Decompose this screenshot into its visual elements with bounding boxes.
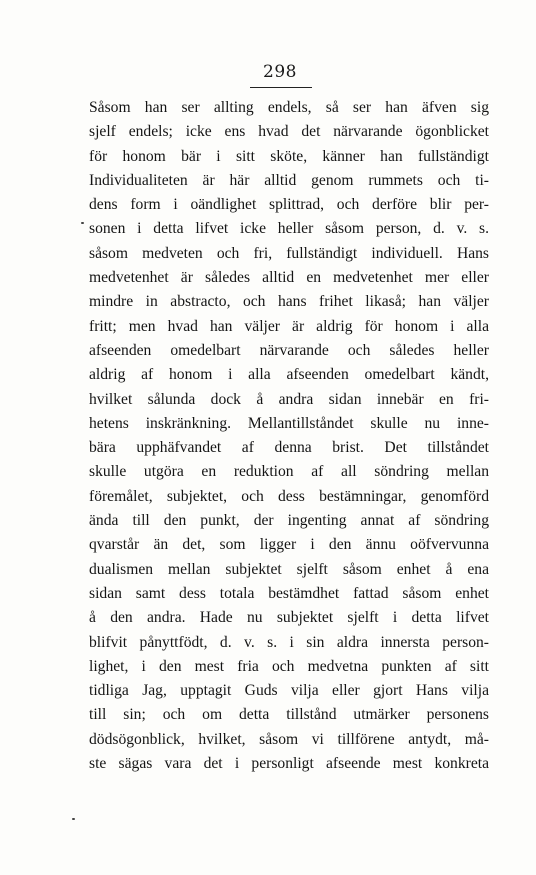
text-line: sidan samt dess totala bestämdhet fattad såsom enhet — [89, 584, 489, 602]
text-line: dödsögonblick, hvilket, såsom vi tillförene antydt, må- — [89, 730, 489, 748]
text-line: å den andra. Hade nu subjektet sjelft i detta lifvet — [89, 609, 489, 627]
text-line: sonen i detta lifvet icke heller såsom person, d. v. s. — [89, 220, 489, 238]
body-text — [89, 96, 489, 776]
text-line: fritt; men hvad han väljer är aldrig för honom i alla — [89, 317, 489, 335]
text-line: ända till den punkt, der ingenting annat af söndring — [89, 512, 489, 530]
page-number: 298 — [263, 62, 297, 82]
text-line: för honom bär i sitt sköte, känner han fullständigt — [89, 147, 489, 165]
text-line: såsom medveten och fri, fullständigt individuell. Hans — [89, 244, 489, 262]
text-line: hvilket sålunda dock å andra sidan innebär en fri- — [89, 390, 489, 408]
text-line: ste sägas vara det i personligt afseende mest konkreta — [89, 755, 489, 773]
text-line: medvetenhet är således alltid en medvetenhet mer eller — [89, 269, 489, 287]
text-line: blifvit pånyttfödt, d. v. s. i sin aldra innersta person- — [89, 633, 489, 651]
text-line: Såsom han ser allting endels, så ser han äfven sig — [89, 99, 489, 116]
margin-speck — [72, 818, 75, 820]
page-number-rule — [250, 87, 312, 88]
margin-speck — [81, 222, 84, 224]
text-line: qvarstår än det, som ligger i den ännu oöfvervunna — [89, 536, 489, 554]
text-line: tidliga Jag, upptagit Guds vilja eller gjort Hans vilja — [89, 682, 489, 700]
text-line: dualismen mellan subjektet sjelft såsom enhet å ena — [89, 560, 489, 578]
text-line: Individualiteten är här alltid genom rummets och ti- — [89, 171, 489, 189]
text-line: aldrig af honom i alla afseenden omedelbart kändt, — [89, 366, 489, 384]
text-line: hetens inskränkning. Mellantillståndet skulle nu inne- — [89, 414, 489, 432]
text-line: afseenden omedelbart närvarande och således heller — [89, 341, 489, 359]
text-line: till sin; och om detta tillstånd utmärker personens — [89, 706, 489, 724]
text-line: föremålet, subjektet, och dess bestämningar, genomförd — [89, 487, 489, 505]
text-line: mindre in abstracto, och hans frihet likaså; han väljer — [89, 293, 489, 311]
text-line: sjelf endels; icke ens hvad det närvarande ögonblicket — [89, 123, 489, 141]
text-line: skulle utgöra en reduktion af all söndring mellan — [89, 463, 489, 481]
text-line: dens form i oändlighet splittrad, och derföre blir per- — [89, 196, 489, 214]
text-line: bära upphäfvandet af denna brist. Det tillståndet — [89, 439, 489, 457]
text-line: lighet, i den mest fria och medvetna punkten af sitt — [89, 657, 489, 675]
